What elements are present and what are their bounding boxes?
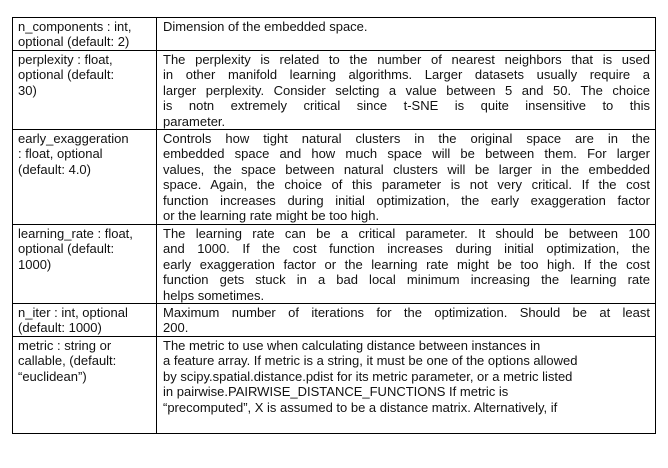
param-description-line: Controls how tight natural clusters in the original space are in the xyxy=(163,131,650,147)
param-description-line: embedded space and how much space will be between them. For larger xyxy=(163,146,650,162)
param-description-line: space. Again, the choice of this parameter is not very critical. If the cost xyxy=(163,177,650,193)
param-name-line: optional (default: xyxy=(18,241,115,257)
param-description-line: “precomputed”, X is assumed to be a distance matrix. Alternatively, if xyxy=(163,399,558,415)
param-description-line: a feature array. If metric is a string, it must be one of the options allowed xyxy=(163,353,578,369)
param-description-line: and 1000. If the cost function increases during initial optimization, the xyxy=(163,241,650,257)
param-name-cell xyxy=(13,51,157,130)
table-row xyxy=(13,225,656,304)
param-description-line: parameter. xyxy=(163,113,226,129)
table-row xyxy=(13,304,656,337)
param-description-line: The metric to use when calculating distance between instances in xyxy=(163,338,541,354)
param-name-line: early_exaggeration xyxy=(18,131,129,147)
param-description-line: function gets stuck in a bad local minimum increasing the learning rate xyxy=(163,272,650,288)
param-name-line: (default: 4.0) xyxy=(18,161,91,177)
param-description-line: in other manifold learning algorithms. Larger datasets usually require a xyxy=(163,67,650,83)
param-name-line: callable, (default: xyxy=(18,353,117,369)
param-description-cell xyxy=(157,130,656,225)
param-description-line: in pairwise.PAIRWISE_DISTANCE_FUNCTIONS If metric is xyxy=(163,384,509,400)
table-row xyxy=(13,337,656,434)
param-description-line: function increases during initial optimization, the early exaggeration factor xyxy=(163,192,650,208)
param-description-line: values, the space between natural clusters will be larger in the embedded xyxy=(163,161,650,177)
param-name-line: 30) xyxy=(18,82,37,98)
table-row xyxy=(13,130,656,225)
param-name-line: “euclidean”) xyxy=(18,368,87,384)
param-name-line: (default: 1000) xyxy=(18,320,102,336)
param-description-line: The perplexity is related to the number of nearest neighbors that is used xyxy=(163,52,650,67)
param-description-line: or the learning rate might be too high. xyxy=(163,208,380,224)
table-row xyxy=(13,51,656,130)
param-description-line: Dimension of the embedded space. xyxy=(163,19,368,34)
param-name-line: metric : string or xyxy=(18,338,112,354)
param-description-line: 200. xyxy=(163,320,189,336)
param-description-line: The learning rate can be a critical parameter. It should be between 100 xyxy=(163,226,650,242)
param-name-cell xyxy=(13,225,157,304)
param-description-cell xyxy=(157,51,656,130)
param-name-line: perplexity : float, xyxy=(18,52,113,67)
param-description-line: helps sometimes. xyxy=(163,287,265,303)
param-name-line: optional (default: 2) xyxy=(18,34,130,50)
param-name-cell xyxy=(13,18,157,51)
param-description-line: early exaggeration factor or the learning rate might be too high. If the cost xyxy=(163,256,650,272)
param-description-cell xyxy=(157,18,656,51)
param-description-cell xyxy=(157,304,656,337)
param-name-line: n_components : int, xyxy=(18,19,132,34)
param-name-line: optional (default: xyxy=(18,67,115,83)
param-name-line: n_iter : int, optional xyxy=(18,305,128,321)
param-name-cell xyxy=(13,304,157,337)
param-description-line: by scipy.spatial.distance.pdist for its metric parameter, or a metric listed xyxy=(163,368,573,384)
param-name-cell xyxy=(13,337,157,434)
param-description-cell xyxy=(157,337,656,434)
param-name-line: 1000) xyxy=(18,256,52,272)
param-name-cell xyxy=(13,130,157,225)
param-description-line: larger perplexity. Consider selcting a value between 5 and 50. The choice xyxy=(163,82,650,98)
param-name-line: : float, optional xyxy=(18,146,103,162)
param-name-line: learning_rate : float, xyxy=(18,226,133,242)
param-description-line: is notn extremely critical since t-SNE is quite insensitive to this xyxy=(163,98,650,114)
param-description-line: Maximum number of iterations for the optimization. Should be at least xyxy=(163,305,650,321)
table-row xyxy=(13,18,656,51)
parameter-table xyxy=(12,17,656,434)
param-description-cell xyxy=(157,225,656,304)
